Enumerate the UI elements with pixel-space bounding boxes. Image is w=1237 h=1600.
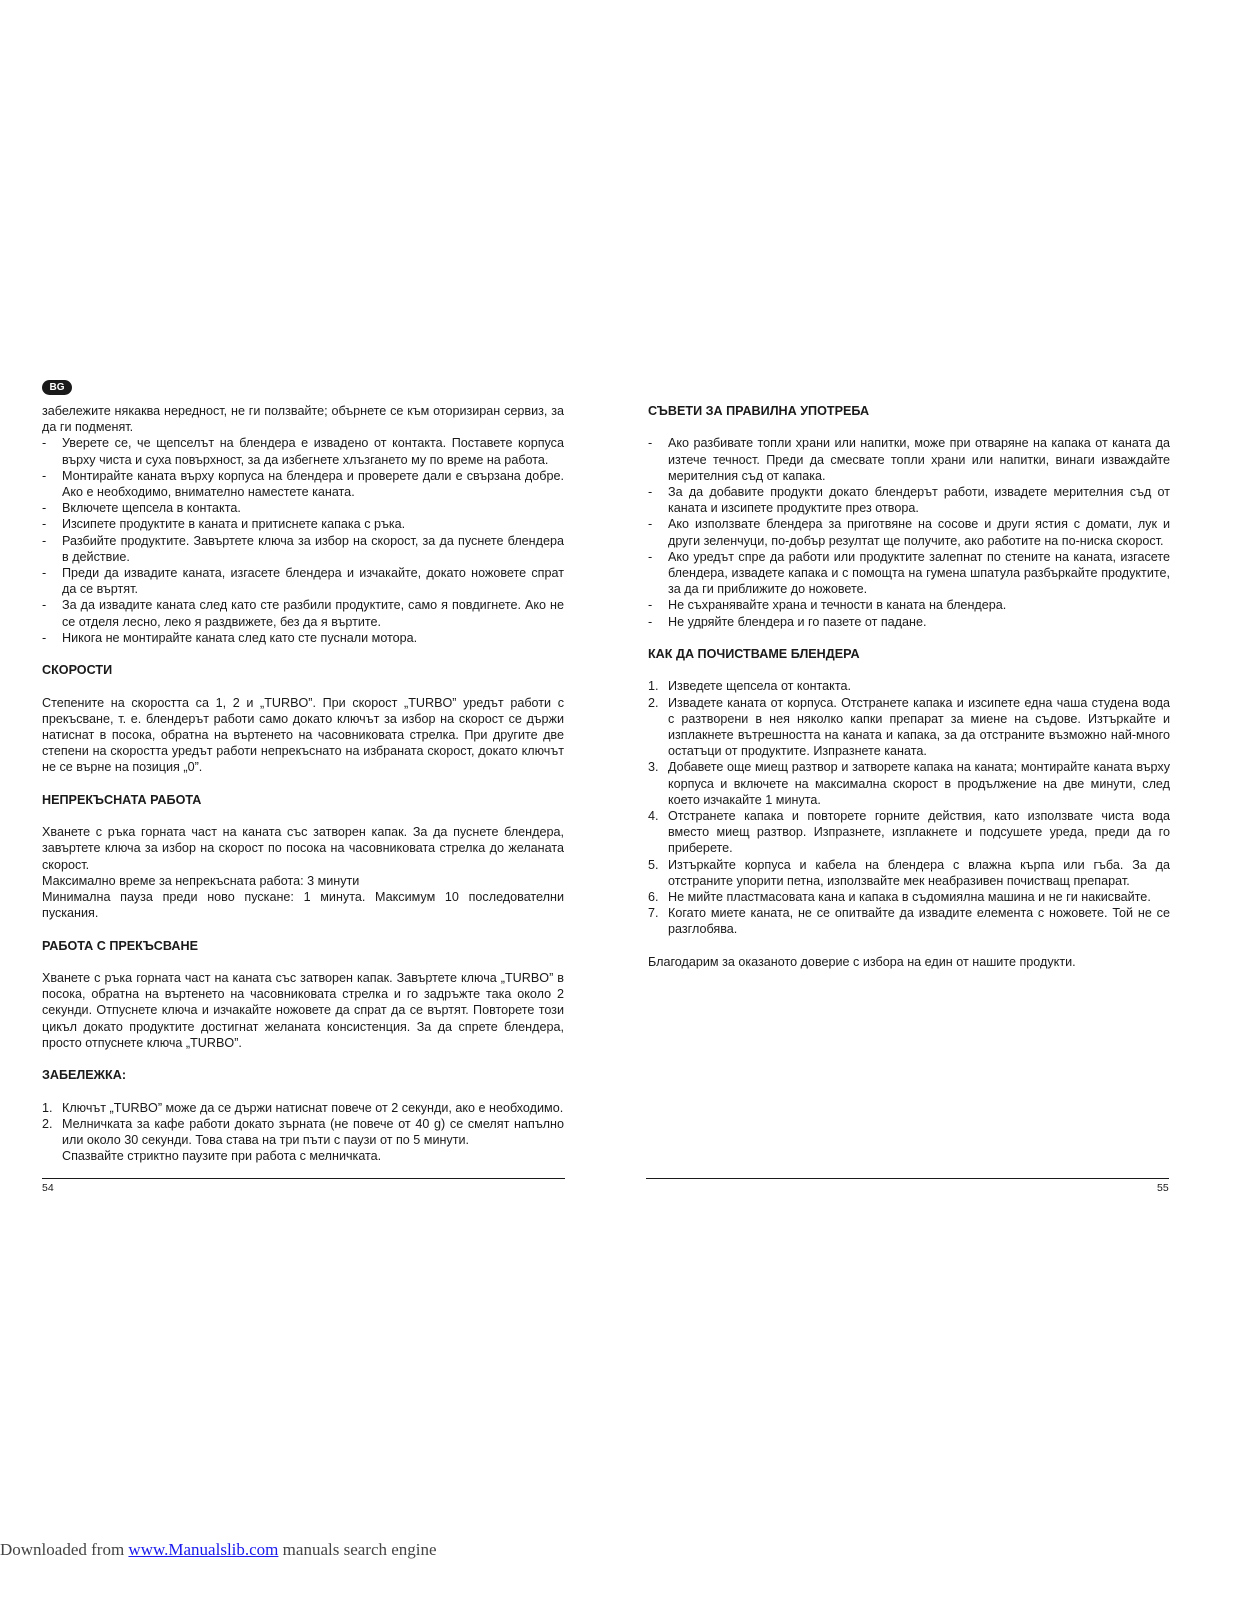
intro-paragraph: забележите някаква нередност, не ги ползвайте; обърнете се към оторизиран сервиз, за да ги подменят. [42, 404, 564, 435]
list-item [42, 435, 564, 467]
continuous-max-time: Максимално време за непрекъсната работа: 3 минути [42, 873, 360, 888]
number-marker: 1. [42, 1100, 53, 1115]
clean-list [648, 678, 1170, 937]
speeds-paragraph: Степените на скоростта са 1, 2 и „TURBO”. При скорост „TURBO” уредът работи с прекъсване, т. е. блендерът работи само докато ключът за избор на скорост се държи натиснат в посока, обратна на въртенето на часовниковата стрелка. При другите две степени на скоростта уредът работи непрекъснато на избраната скорост, докато ключът не се върне на позиция „0”. [42, 695, 564, 775]
continuous-heading: НЕПРЕКЪСНАТА РАБОТА [42, 792, 202, 807]
dash-marker: - [648, 485, 653, 499]
list-item [42, 500, 564, 516]
list-item [42, 468, 564, 500]
list-item [648, 857, 1170, 889]
dash-marker: - [42, 501, 47, 516]
number-marker: 5. [648, 857, 659, 872]
note-heading: ЗАБЕЛЕЖКА: [42, 1068, 127, 1083]
language-badge: BG [42, 380, 72, 395]
footer-prefix: Downloaded from [0, 1540, 129, 1559]
list-item-text: Мелничката за кафе работи докато зърната (не повече от 40 g) се смелят напълно или около 30 секунди. Това става на три пъти с паузи от по 5 минути. [62, 1116, 564, 1148]
left-footer-rule [42, 1178, 565, 1179]
continuous-pause: Минимална пауза преди ново пускане: 1 минута. Максимум 10 последователни пускания. [42, 890, 564, 921]
list-item-text: Когато миете каната, не се опитвайте да извадите елемента с ножовете. Той не се разглобява. [668, 906, 1170, 937]
dash-marker: - [42, 517, 47, 532]
list-item [42, 630, 564, 646]
list-item-text: Отстранете капака и повторете горните действия, като използвате чиста вода вместо миещ разтвор. Изпразнете, изплакнете и подсушете уреда, преди да го приберете. [668, 809, 1170, 856]
list-item [648, 678, 1170, 694]
dash-marker: - [648, 436, 653, 451]
list-item [648, 597, 1170, 613]
list-item [648, 484, 1170, 516]
list-item-text: Не мийте пластмасовата кана и капака в съдомиялна машина и не ги накисвайте. [668, 890, 1151, 905]
list-item [648, 808, 1170, 857]
number-marker: 7. [648, 906, 659, 921]
clean-heading: КАК ДА ПОЧИСТВАМЕ БЛЕНДЕРА [648, 647, 860, 662]
left-column [42, 403, 564, 1164]
dash-marker: - [648, 598, 653, 613]
number-marker: 1. [648, 679, 659, 694]
list-item [648, 905, 1170, 937]
list-item-text: Включете щепсела в контакта. [62, 501, 241, 516]
number-marker: 2. [42, 1116, 53, 1131]
list-item-text: Изтъркайте корпуса и кабела на блендера с влажна кърпа или гъба. За да отстраните упорити петна, използвайте мек неабразивен почистващ препарат. [668, 857, 1170, 888]
tips-heading: СЪВЕТИ ЗА ПРАВИЛНА УПОТРЕБА [648, 404, 870, 418]
list-item-text: Никога не монтирайте каната след като сте пуснали мотора. [62, 630, 418, 645]
list-item [42, 597, 564, 629]
list-item [648, 435, 1170, 484]
list-item-text: Уверете се, че щепселът на блендера е извадено от контакта. Поставете корпуса върху чиста и суха повърхност, за да избегнете хлъзгането му по време на работа. [62, 436, 564, 467]
dash-marker: - [42, 533, 47, 548]
dash-marker: - [648, 517, 653, 532]
pulse-heading: РАБОТА С ПРЕКЪСВАНЕ [42, 938, 198, 953]
list-item-text: Изведете щепсела от контакта. [668, 679, 851, 694]
list-item [648, 759, 1170, 808]
list-item [648, 516, 1170, 548]
list-item [42, 516, 564, 532]
pulse-paragraph: Хванете с ръка горната част на каната със затворен капак. Завъртете ключа „TURBO” в посока, обратна на въртенето на часовниковата стрелка и го задръжте така около 2 секунди. Отпуснете ключа и изчакайте ножовете да спрат да се въртят. Повторете този цикъл докато продуктите достигнат желаната консистенция. За да спрете блендера, просто отпуснете ключа „TURBO”. [42, 971, 564, 1050]
dash-marker: - [42, 468, 47, 483]
list-item [648, 549, 1170, 598]
list-item-text: Преди да извадите каната, изгасете блендера и изчакайте, докато ножовете спрат да се въртят. [62, 566, 564, 597]
list-item-text: Ако използвате блендера за приготвяне на сосове и други ястия с домати, лук и други зеленчуци, по-добър резултат ще получите, ако работите на по-ниска скорост. [668, 517, 1170, 548]
list-item-text: Добавете още миещ разтвор и затворете капака на каната; монтирайте каната върху корпуса и включете на максимална скорост в продължение на две минути, след което изчакайте 1 минута. [668, 760, 1170, 807]
speeds-heading: СКОРОСТИ [42, 663, 113, 678]
list-item-text: Изсипете продуктите в каната и притиснете капака с ръка. [62, 517, 406, 532]
dash-marker: - [648, 549, 653, 564]
list-item-text: Не съхранявайте храна и течности в каната на блендера. [668, 598, 1007, 613]
list-item-text: Извадете каната от корпуса. Отстранете капака и изсипете една чаша студена вода с разтворени в нея няколко капки препарат за миене на съдове. Изтъркайте и изплакнете вътрешността на каната и капака, за да отстраните възможно най-много остатъци от продуктите. Изпразнете каната. [668, 695, 1170, 759]
list-item-text: Ако уредът спре да работи или продуктите залепнат по стените на каната, изгасете блендера, извадете капака и с помощта на гумена шпатула разбъркайте продуктите, за да ги приближите до ножовете. [668, 549, 1170, 597]
list-item-text: Разбийте продуктите. Завъртете ключа за избор на скорост, за да пуснете блендера в действие. [62, 533, 564, 564]
download-footer [0, 1542, 437, 1558]
right-footer-rule [646, 1178, 1169, 1179]
dash-marker: - [648, 614, 653, 629]
number-marker: 6. [648, 890, 659, 905]
list-item-text: За да добавите продукти докато блендерът работи, извадете мерителния съд от каната и изсипете продуктите през отвора. [668, 485, 1170, 516]
footer-suffix: manuals search engine [278, 1540, 437, 1559]
intro-list [42, 435, 564, 646]
list-item [42, 1100, 564, 1116]
page-number-right: 55 [1157, 1182, 1169, 1194]
note-list [42, 1100, 564, 1149]
list-item-text: Монтирайте каната върху корпуса на блендера и проверете дали е свързана добре. Ако е необходимо, внимателно наместете каната. [62, 468, 564, 500]
list-item [42, 565, 564, 597]
list-item-text: Ако разбивате топли храни или напитки, може при отваряне на капака от каната да изтече течност. Преди да смесвате топли храни или напитки, винаги изваждайте мерителния съд от капака. [668, 436, 1170, 483]
manualslib-link[interactable]: www.Manualslib.com [128, 1540, 279, 1559]
list-item-text: За да извадите каната след като сте разбили продуктите, само я повдигнете. Ако не се отделя лесно, леко я раздвижете, без да я въртите. [62, 598, 564, 629]
list-item [42, 1116, 564, 1148]
list-item [648, 614, 1170, 630]
note-extra: Спазвайте стриктно паузите при работа с мелничката. [62, 1149, 382, 1164]
list-item-text: Не удряйте блендера и го пазете от падане. [668, 614, 927, 629]
page-number-left: 54 [42, 1182, 54, 1194]
number-marker: 3. [648, 760, 659, 775]
list-item [42, 533, 564, 565]
continuous-paragraph: Хванете с ръка горната част на каната със затворен капак. За да пуснете блендера, завъртете ключа за избор на скорост по посока на часовниковата стрелка до желаната скорост. [42, 825, 564, 872]
list-item [648, 889, 1170, 905]
dash-marker: - [42, 566, 47, 581]
dash-marker: - [42, 436, 47, 451]
dash-marker: - [42, 598, 47, 613]
list-item-text: Ключът „TURBO” може да се държи натиснат повече от 2 секунди, ако е необходимо. [62, 1100, 564, 1115]
tips-list [648, 435, 1170, 629]
number-marker: 2. [648, 695, 659, 710]
right-column [648, 403, 1170, 970]
thanks-paragraph: Благодарим за оказаното доверие с избора на един от нашите продукти. [648, 954, 1076, 969]
number-marker: 4. [648, 809, 659, 824]
list-item [648, 695, 1170, 760]
dash-marker: - [42, 630, 47, 645]
